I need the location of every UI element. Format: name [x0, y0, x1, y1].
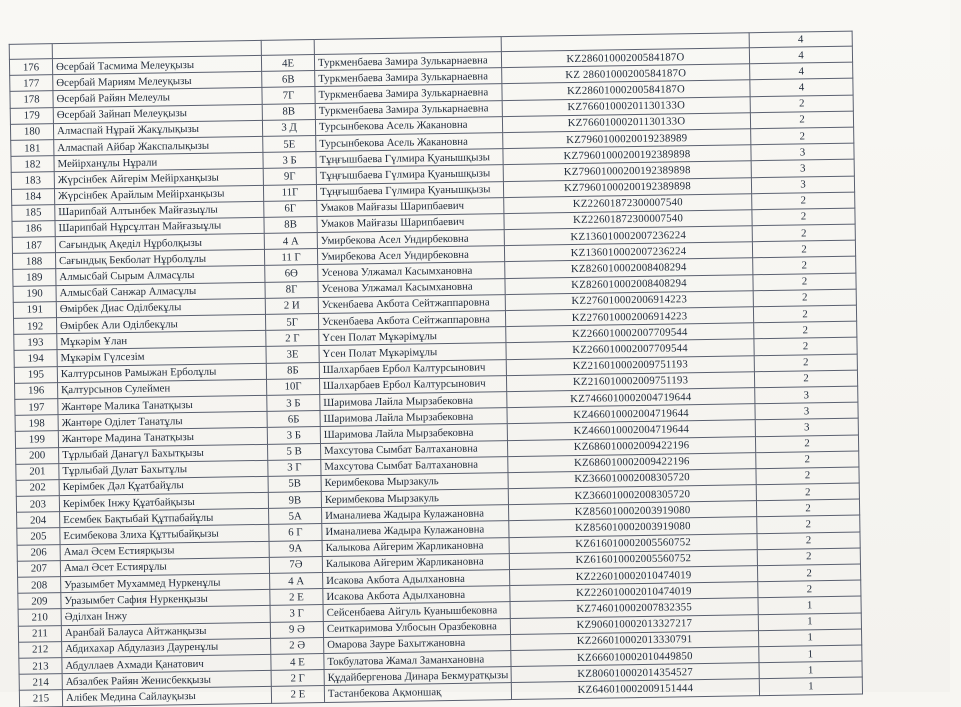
cell-teacher: Ускенбаева Акбота Сейтжаппаровна	[318, 294, 505, 313]
cell-number: 200	[16, 447, 59, 464]
cell-count: 3	[751, 159, 854, 177]
cell-count: 2	[754, 370, 857, 388]
cell-student-name: Калтурсынов Рамыжан Ерболұлы	[57, 363, 266, 382]
cell-number: 179	[10, 107, 53, 124]
cell-student-name: Амал Әсем Естиярқызы	[60, 541, 269, 560]
cell-teacher: Сейсенбаева Айгуль Куанышбековна	[323, 602, 510, 621]
cell-teacher: Ускенбаева Акбота Сейтжаппаровна	[318, 311, 505, 330]
cell-account: KZ646010002009151444	[511, 679, 759, 699]
cell-account: KZ466010002004719644	[507, 404, 755, 424]
cell-account: KZ136010002007236224	[504, 242, 752, 262]
cell-student-name: Сағындық Ақеділ Нұрболқызы	[55, 233, 264, 252]
cell-count: 2	[754, 354, 857, 372]
cell-teacher: Токбулатова Жамал Заманхановна	[324, 650, 511, 669]
cell-class: 9В	[268, 492, 321, 509]
cell-count: 2	[751, 127, 854, 145]
cell-count: 1	[759, 677, 862, 695]
cell-student-name: Абзалбек Райян Женисбекқызы	[62, 670, 271, 689]
cell-student-name: Мейірханұлы Нұрали	[54, 153, 263, 172]
cell-account: KZ79601000200192389898	[503, 161, 751, 181]
cell-number: 201	[16, 463, 59, 480]
cell-teacher: Умаков Майғазы Шарипбаевич	[317, 197, 504, 216]
cell-student-name: Жантөре Мадина Танатқызы	[58, 428, 267, 447]
cell-account: KZ28601000200584187О	[502, 80, 750, 100]
cell-account: KZ266010002013330791	[511, 630, 759, 650]
cell-class	[261, 40, 314, 56]
cell-teacher: Туркменбаева Замира Зулькарнаевна	[315, 100, 502, 119]
cell-teacher: Умирбекова Асел Ундирбековна	[317, 246, 504, 265]
cell-class: 3 Г	[268, 459, 321, 476]
cell-teacher: Үсен Полат Мұкәрімұлы	[319, 327, 506, 346]
cell-student-name: Жүрсінбек Арайлым Мейірханқызы	[54, 185, 263, 204]
cell-number: 192	[14, 318, 57, 335]
cell-account: KZ276010002006914223	[505, 307, 753, 327]
cell-count: 4	[749, 46, 852, 64]
cell-teacher: Усенова Улжамал Касымхановна	[318, 278, 505, 297]
cell-teacher: Құдайбергенова Динара Бекмуратқызы	[324, 667, 511, 686]
cell-count: 1	[758, 613, 861, 631]
cell-count: 2	[752, 208, 855, 226]
cell-account: KZ806010002014354527	[511, 663, 759, 683]
cell-account: KZ686010002009422196	[507, 436, 755, 456]
cell-count: 2	[757, 532, 860, 550]
cell-number: 181	[11, 140, 54, 157]
cell-count: 1	[759, 645, 862, 663]
cell-teacher: Тастанбекова Ақмоншақ	[324, 683, 511, 702]
cell-count: 2	[756, 499, 859, 517]
cell-number: 188	[12, 253, 55, 270]
cell-count: 1	[758, 629, 861, 647]
cell-number: 178	[10, 91, 53, 108]
cell-class: 5 В	[268, 443, 321, 460]
cell-class: 7Г	[262, 87, 315, 104]
cell-student-name: Алмаспай Айбар Жакспалықызы	[54, 136, 263, 155]
cell-count: 2	[754, 337, 857, 355]
cell-class: 10Г	[266, 378, 319, 395]
cell-class: 4 А	[264, 233, 317, 250]
cell-count: 2	[752, 224, 855, 242]
cell-account: KZ826010002008408294	[505, 274, 753, 294]
cell-account: KZ28601000200584187О	[501, 48, 749, 68]
cell-class: 4Е	[261, 55, 314, 72]
cell-number: 212	[19, 641, 62, 658]
cell-account: KZ366010002008305720	[508, 485, 756, 505]
cell-class: 3 Б	[263, 152, 316, 169]
cell-count: 3	[755, 402, 858, 420]
cell-account: KZ686010002009422196	[508, 452, 756, 472]
cell-account: KZ136010002007236224	[504, 226, 752, 246]
cell-count: 2	[754, 321, 857, 339]
cell-class: 8Б	[266, 362, 319, 379]
cell-student-name: Жүрсінбек Айгерім Мейірханқызы	[54, 169, 263, 188]
cell-count: 2	[756, 483, 859, 501]
cell-teacher: Керимбекова Мырзакуль	[321, 489, 508, 508]
cell-class: 2 Е	[271, 686, 324, 703]
cell-teacher: Тұңғышбаева Гүлмира Қуанышқызы	[316, 165, 503, 184]
cell-student-name: Жантөре Оділет Танатұлы	[58, 411, 267, 430]
cell-student-name: Есембек Бақтыбай Құтпабайұлы	[60, 509, 269, 528]
cell-count: 2	[752, 240, 855, 258]
cell-student-name: Жантөре Малика Танатқызы	[58, 395, 267, 414]
cell-number: 176	[9, 59, 52, 76]
cell-count: 1	[758, 596, 861, 614]
cell-number: 190	[13, 285, 56, 302]
cell-number: 198	[15, 415, 58, 432]
cell-number: 195	[14, 366, 57, 383]
cell-account: KZ856010002003919080	[509, 517, 757, 537]
cell-student-name: Алмысбай Сырым Алмасұлы	[56, 266, 265, 285]
cell-student-name: Әділхан Інжу	[61, 606, 270, 625]
cell-teacher: Сеиткаримова Улбосын Оразбековна	[323, 618, 510, 637]
cell-count: 3	[751, 176, 854, 194]
cell-class: 4 Е	[271, 653, 324, 670]
cell-number: 182	[11, 156, 54, 173]
cell-count: 2	[753, 273, 856, 291]
cell-account: KZ226010002010474019	[510, 582, 758, 602]
cell-teacher: Иманалиева Жадыра Кулажановна	[322, 505, 509, 524]
cell-student-name: Керімбек Дәл Құатбайұлы	[59, 476, 268, 495]
cell-count: 2	[753, 257, 856, 275]
cell-count: 4	[750, 78, 853, 96]
cell-student-name: Аранбай Балауса Айтжанқызы	[61, 622, 270, 641]
cell-number: 205	[17, 528, 60, 545]
cell-number: 199	[15, 431, 58, 448]
cell-teacher: Шалхарбаев Ербол Калтурсынович	[319, 375, 506, 394]
cell-account: KZ216010002009751193	[506, 355, 754, 375]
cell-student-name: Абдуллаев Ахмади Қанатович	[62, 654, 271, 673]
cell-number: 202	[16, 480, 59, 497]
cell-account: KZ216010002009751193	[506, 371, 754, 391]
cell-account: KZ7960100020019238989	[503, 129, 751, 149]
cell-account: KZ76601000201130133О	[502, 112, 750, 132]
cell-number: 183	[11, 172, 54, 189]
cell-student-name: Есимбекова Злиха Құттыбайқызы	[60, 525, 269, 544]
cell-count: 2	[750, 95, 853, 113]
cell-teacher: Шалхарбаев Ербол Калтурсынович	[319, 359, 506, 378]
cell-count: 1	[759, 661, 862, 679]
cell-class: 2 Е	[270, 589, 323, 606]
cell-student-name: Шарипбай Нұрсұлтан Майғазыұлы	[55, 217, 264, 236]
cell-number: 185	[12, 204, 55, 221]
cell-account: KZ266010002007709544	[506, 323, 754, 343]
cell-account: KZ466010002004719644	[507, 420, 755, 440]
cell-number: 180	[10, 123, 53, 140]
cell-number: 203	[16, 496, 59, 513]
cell-teacher: Тұңғышбаева Гүлмира Қуанышқызы	[316, 181, 503, 200]
cell-number: 215	[19, 690, 62, 707]
cell-teacher: Турсынбекова Асель Жакановна	[315, 116, 502, 135]
cell-account: KZ226010002010474019	[510, 566, 758, 586]
cell-teacher: Керимбекова Мырзакуль	[321, 472, 508, 491]
cell-student-name: Алібек Медина Сайлауқызы	[62, 687, 271, 706]
cell-class: 7Ә	[269, 556, 322, 573]
cell-student-name: Шарипбай Алтынбек Майғазыұлы	[55, 201, 264, 220]
cell-account: KZ856010002003919080	[508, 501, 756, 521]
cell-class: 3 Г	[270, 605, 323, 622]
cell-student-name: Мұкәрім Ұлан	[57, 331, 266, 350]
cell-class: 3 Д	[262, 119, 315, 136]
cell-teacher: Шаримова Лайла Мырзабековна	[320, 424, 507, 443]
cell-count: 2	[755, 435, 858, 453]
cell-teacher: Исакова Акбота Адылхановна	[323, 586, 510, 605]
recipients-table	[9, 31, 863, 707]
cell-number: 214	[19, 674, 62, 691]
cell-number: 210	[18, 609, 61, 626]
cell-student-name: Өсербай Мариям Мелеуқызы	[53, 72, 262, 91]
cell-student-name: Тұрлыбай Дулат Бахытұлы	[59, 460, 268, 479]
cell-teacher: Умирбекова Асел Ундирбековна	[317, 230, 504, 249]
cell-class: 11 Г	[264, 249, 317, 266]
cell-class: 6Г	[264, 200, 317, 217]
cell-count: 4	[750, 62, 853, 80]
cell-number	[9, 44, 52, 60]
cell-number: 208	[18, 577, 61, 594]
cell-student-name: Өмірбек Диас Оділбекұлы	[56, 298, 265, 317]
cell-count: 3	[755, 418, 858, 436]
cell-count: 3	[755, 386, 858, 404]
cell-teacher: Шаримова Лайла Мырзабековна	[320, 408, 507, 427]
cell-account: KZ79601000200192389898	[503, 177, 751, 197]
cell-count: 2	[750, 111, 853, 129]
cell-student-name: Абдихахар Абдулазиз Дауренұлы	[62, 638, 271, 657]
cell-student-name: Сағындық Бекболат Нұрболұлы	[55, 250, 264, 269]
cell-count: 2	[752, 192, 855, 210]
cell-student-name: Керімбек Інжу Құатбайқызы	[59, 492, 268, 511]
cell-class: 5Г	[265, 314, 318, 331]
cell-number: 206	[17, 544, 60, 561]
cell-account: KZ22601872300007540	[504, 193, 752, 213]
cell-teacher: Туркменбаева Замира Зулькарнаевна	[315, 84, 502, 103]
cell-account: KZ906010002013327217	[510, 614, 758, 634]
cell-student-name: Уразымбет Мухаммед Нуркенұлы	[61, 573, 270, 592]
cell-number: 193	[14, 334, 57, 351]
cell-class: 3 Б	[267, 427, 320, 444]
cell-teacher: Туркменбаева Замира Зулькарнаевна	[314, 52, 501, 71]
cell-number: 196	[15, 382, 58, 399]
cell-class: 9 Ә	[270, 621, 323, 638]
cell-number: 186	[12, 221, 55, 238]
cell-number: 189	[13, 269, 56, 286]
cell-account: KZ266010002007709544	[506, 339, 754, 359]
cell-account: KZ 28601000200584187О	[502, 64, 750, 84]
cell-number: 213	[19, 658, 62, 675]
cell-teacher: Иманалиева Жадыра Кулажановна	[322, 521, 509, 540]
cell-class: 6Ө	[265, 265, 318, 282]
cell-class: 4 А	[270, 573, 323, 590]
cell-teacher: Омарова Зауре Бахытжановна	[324, 634, 511, 653]
cell-number: 194	[14, 350, 57, 367]
cell-count: 2	[756, 467, 859, 485]
cell-class: 9Г	[263, 168, 316, 185]
cell-teacher: Махсутова Сымбат Балтахановна	[320, 440, 507, 459]
cell-number: 211	[18, 625, 61, 642]
cell-number: 191	[13, 301, 56, 318]
cell-count: 2	[756, 451, 859, 469]
cell-teacher: Турсынбекова Асель Жакановна	[316, 133, 503, 152]
cell-account: KZ76601000201130133О	[502, 96, 750, 116]
cell-class: 3Е	[266, 346, 319, 363]
cell-teacher: Махсутова Сымбат Балтахановна	[321, 456, 508, 475]
cell-class: 3 Б	[267, 394, 320, 411]
cell-student-name: Өсербай Райян Мелеулы	[53, 88, 262, 107]
cell-count: 2	[757, 564, 860, 582]
cell-number: 207	[17, 560, 60, 577]
cell-class: 5В	[268, 475, 321, 492]
cell-account: KZ666010002010449850	[511, 647, 759, 667]
cell-count: 4	[749, 31, 852, 48]
cell-count: 3	[751, 143, 854, 161]
cell-number: 197	[15, 399, 58, 416]
cell-student-name: Қалтурсынов Сулеймен	[58, 379, 267, 398]
cell-number: 187	[12, 237, 55, 254]
cell-class: 2 И	[265, 297, 318, 314]
cell-class: 8Г	[265, 281, 318, 298]
cell-teacher: Туркменбаева Замира Зулькарнаевна	[315, 68, 502, 87]
cell-class: 11Г	[263, 184, 316, 201]
cell-class: 5А	[269, 508, 322, 525]
cell-account: KZ7466010002004719644	[507, 388, 755, 408]
cell-class: 6В	[262, 71, 315, 88]
cell-class: 6 Г	[269, 524, 322, 541]
cell-count: 2	[753, 289, 856, 307]
cell-account: KZ22601872300007540	[504, 210, 752, 230]
cell-class: 8В	[264, 216, 317, 233]
cell-count: 2	[757, 515, 860, 533]
cell-count: 2	[757, 548, 860, 566]
cell-student-name: Өсербай Зайнап Мелеуқызы	[53, 104, 262, 123]
cell-student-name: Амал Әсет Естиярұлы	[60, 557, 269, 576]
cell-student-name: Өсербай Тасмима Мелеуқызы	[52, 55, 261, 74]
cell-teacher: Исакова Акбота Адылхановна	[323, 570, 510, 589]
cell-number: 209	[18, 593, 61, 610]
cell-class: 9А	[269, 540, 322, 557]
cell-student-name: Уразымбет Сафия Нуркенқызы	[61, 590, 270, 609]
cell-number: 184	[11, 188, 54, 205]
cell-count: 2	[758, 580, 861, 598]
cell-account: KZ746010002007832355	[510, 598, 758, 618]
cell-teacher: Тұңғышбаева Гүлмира Қуанышқызы	[316, 149, 503, 168]
cell-account: KZ826010002008408294	[505, 258, 753, 278]
cell-count: 2	[753, 305, 856, 323]
cell-class: 8В	[262, 103, 315, 120]
cell-account: KZ276010002006914223	[505, 291, 753, 311]
cell-class: 2 Г	[271, 670, 324, 687]
cell-class: 2 Г	[266, 330, 319, 347]
cell-number: 177	[10, 75, 53, 92]
cell-account: KZ79601000200192389898	[503, 145, 751, 165]
recipients-table-body	[9, 31, 862, 707]
cell-teacher: Үсен Полат Мұкәрімұлы	[319, 343, 506, 362]
cell-teacher: Умаков Майғазы Шарипбаевич	[317, 213, 504, 232]
cell-teacher: Калыкова Айгерим Жарликановна	[322, 537, 509, 556]
cell-student-name: Алмаспай Нұрай Жакұлықызы	[53, 120, 262, 139]
cell-class: 2 Ә	[271, 637, 324, 654]
cell-student-name: Өмірбек Али Оділбекұлы	[56, 314, 265, 333]
cell-student-name: Мұкәрім Гүлсезім	[57, 347, 266, 366]
cell-teacher: Шаримова Лайла Мырзабековна	[320, 392, 507, 411]
cell-teacher: Калыкова Айгерим Жарликановна	[322, 553, 509, 572]
cell-class: 6Б	[267, 411, 320, 428]
cell-account: KZ616010002005560752	[509, 533, 757, 553]
cell-student-name: Тұрлыбай Данагүл Бахытқызы	[59, 444, 268, 463]
cell-student-name: Алмысбай Санжар Алмасұлы	[56, 282, 265, 301]
cell-account: KZ616010002005560752	[509, 549, 757, 569]
cell-account: KZ366010002008305720	[508, 469, 756, 489]
cell-class: 5Е	[263, 135, 316, 152]
cell-number: 204	[17, 512, 60, 529]
cell-teacher: Усенова Улжамал Касымхановна	[318, 262, 505, 281]
